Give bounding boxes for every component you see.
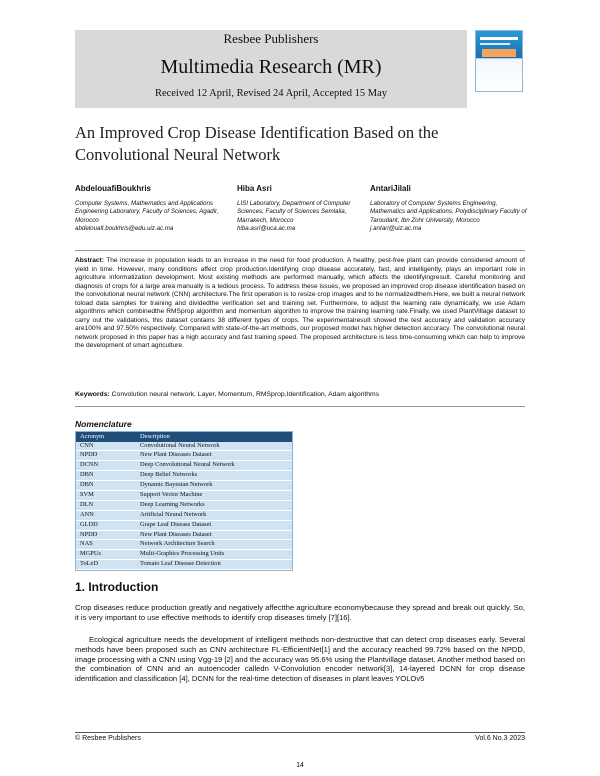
description-cell: Multi-Graphics Processing Units <box>140 550 225 558</box>
acronym-cell: GLDD <box>80 520 98 528</box>
header-acronym: Acronym <box>80 433 105 440</box>
copyright-icon: © <box>75 735 83 742</box>
author-2 <box>237 184 367 234</box>
author-email: abdelouafi.boukhris@edu.uiz.ac.ma <box>75 225 174 233</box>
table-row <box>76 550 292 560</box>
journal-cover-thumbnail <box>475 30 523 92</box>
table-row <box>76 521 292 531</box>
nomenclature-table <box>75 431 293 571</box>
description-cell: Deep Learning Networks <box>140 500 205 508</box>
publisher-name: Resbee Publishers <box>223 31 319 46</box>
table-row <box>76 481 292 491</box>
section-heading-introduction: 1. Introduction <box>75 580 159 594</box>
author-affiliation: LISI Laboratory, Department of Computer Sciences, Faculty of Sciences Semlalia, Marrakech, Morocco <box>237 200 351 224</box>
keywords-label: Keywords: <box>75 391 110 398</box>
author-affiliation: Laboratory of Computer Systems Engineering, Mathematics and Applications, Polydisciplinary Faculty of Taroudant, Ibn Zohr University, Morocco <box>370 200 527 224</box>
author-name: Hiba Asri <box>237 184 272 193</box>
table-row <box>76 451 292 461</box>
description-cell: New Plant Diseases Dataset <box>140 530 212 538</box>
description-cell: Network Architecture Search <box>140 540 215 548</box>
description-cell: Grape Leaf Disease Dataset <box>140 520 212 528</box>
author-1 <box>75 184 225 234</box>
footer-volume: Vol.6 No.3 2023 <box>475 735 525 742</box>
table-row <box>76 471 292 481</box>
table-row <box>76 540 292 550</box>
acronym-cell: NPDD <box>80 530 98 538</box>
journal-name: Multimedia Research (MR) <box>160 56 382 78</box>
intro-paragraph-1: Crop diseases reduce production greatly and negatively affectthe agriculture economybecause they spread and break out quickly. So, it is very important to use effective methods to identify crop diseases timely [7][16]. <box>75 603 525 622</box>
description-cell: Dynamic Bayesian Network <box>140 481 213 489</box>
divider-bottom <box>75 406 525 407</box>
nomenclature-title: Nomenclature <box>75 419 132 429</box>
description-cell: Deep Belief Networks <box>140 471 198 479</box>
acronym-cell: MGPUs <box>80 550 101 558</box>
acronym-cell: CNN <box>80 441 94 449</box>
table-row <box>76 491 292 501</box>
description-cell: Deep Convolutional Neural Network <box>140 461 235 469</box>
table-row <box>76 442 292 452</box>
nomenclature-header-row <box>76 432 292 442</box>
keywords <box>75 391 525 398</box>
acronym-cell: NAS <box>80 540 93 548</box>
table-row <box>76 531 292 541</box>
acronym-cell: DCNN <box>80 461 99 469</box>
keywords-text: Convolution neural network, Layer, Momentum, RMSprop,Identification, Adam algorithms <box>111 391 380 398</box>
abstract-label: Abstract: <box>75 257 104 264</box>
table-row <box>76 511 292 521</box>
footer-publisher-text: Resbee Publishers <box>82 735 141 742</box>
description-cell: New Plant Diseases Dataset <box>140 451 212 459</box>
description-cell: Support Vector Machine <box>140 490 203 498</box>
acronym-cell: ANN <box>80 510 94 518</box>
description-cell: Artificial Neural Network <box>140 510 207 518</box>
abstract-text: The increase in population leads to an increase in the need for food production. A healthy, pest-free plant can provide considered amount of yield in time. However, many conditions affect crop production.Identifying crop disease accurately, fast, and intelligently, plays an important role in agriculture informatization development. Most existing methods are performed manually, which affects the identifyingresult. Careful monitoring and diagnosis of crops for a large area manually is a tedious process. To address these issues, we proposed an improved crop disease identification based on the convolutional neural network (CNN) architecture.The first operation is to resize crop images and to be normalizedthem.Here, we built a neural network toload data samples for training and dividedthe verification set and training set. Furthermore, to adjust the learning rate dynamically, we use Adam algorithms which combinedthe RMSprop algorithm and momentum algorithm to improve the training learning rate.Finally, we used PlantVillage dataset to carry out the validations, this dataset contains 38 different types of crops. The experimentalresult showed the test accuracy and validation accuracy are100% and 97.50% respectively. Compared with state-of-the-art methods, our proposed model has higher detection accuracy. The convolutional neural network proposed in this paper has a high accuracy and fast training speed. The proposed architecture is less time-consuming which can help to improve the development of smart agriculture. <box>75 257 525 349</box>
description-cell: Convolutional Neural Network <box>140 441 220 449</box>
author-3 <box>370 184 530 234</box>
acronym-cell: DBN <box>80 481 94 489</box>
table-row <box>76 560 292 570</box>
table-row <box>76 461 292 471</box>
acronym-cell: DLN <box>80 500 94 508</box>
acronym-cell: ToLeD <box>80 560 99 568</box>
abstract <box>75 257 525 351</box>
page-number: 14 <box>296 762 304 769</box>
description-cell: Tomato Leaf Disease Detection <box>140 560 221 568</box>
acronym-cell: NPDD <box>80 451 98 459</box>
footer-publisher <box>75 735 141 742</box>
table-row <box>76 501 292 511</box>
author-email: hiba.asri@uca.ac.ma <box>237 225 296 233</box>
divider-top <box>75 250 525 251</box>
acronym-cell: SVM <box>80 490 94 498</box>
submission-dates: Received 12 April, Revised 24 April, Accepted 15 May <box>154 88 388 99</box>
paper-title: An Improved Crop Disease Identification Based on the Convolutional Neural Network <box>75 123 439 164</box>
author-email: j.antari@uiz.ac.ma <box>370 225 422 233</box>
author-name: AbdelouafiBoukhris <box>75 184 152 193</box>
footer-rule <box>75 732 525 733</box>
intro-paragraph-2: Ecological agriculture needs the development of intelligent methods non-destructive that can detect crop diseases early. Several methods have been proposed such as CNN architecture FL-EfficientNet[1] and the accuracy reached 99.72% based on the NPDD, image processing with a CNN using Vgg-19 [2] and the accuracy was 95.6% using the Plantvillage dataset. Another method based on the combination of CNN and an autoencoder calledn V-Convolution encoder network[3], 14-layered DCNN for crop disease identification and classification [4], DCNN for the real-time detection of diseases in plant leaves YOLOv5 <box>75 635 525 684</box>
author-affiliation: Computer Systems, Mathematics and Applications Engineering Laboratory, Faculty of Sciences, Agadir, Morocco <box>75 200 219 224</box>
header-description: Description <box>140 433 170 440</box>
acronym-cell: DBN <box>80 471 94 479</box>
author-name: AntariJilali <box>370 184 411 193</box>
